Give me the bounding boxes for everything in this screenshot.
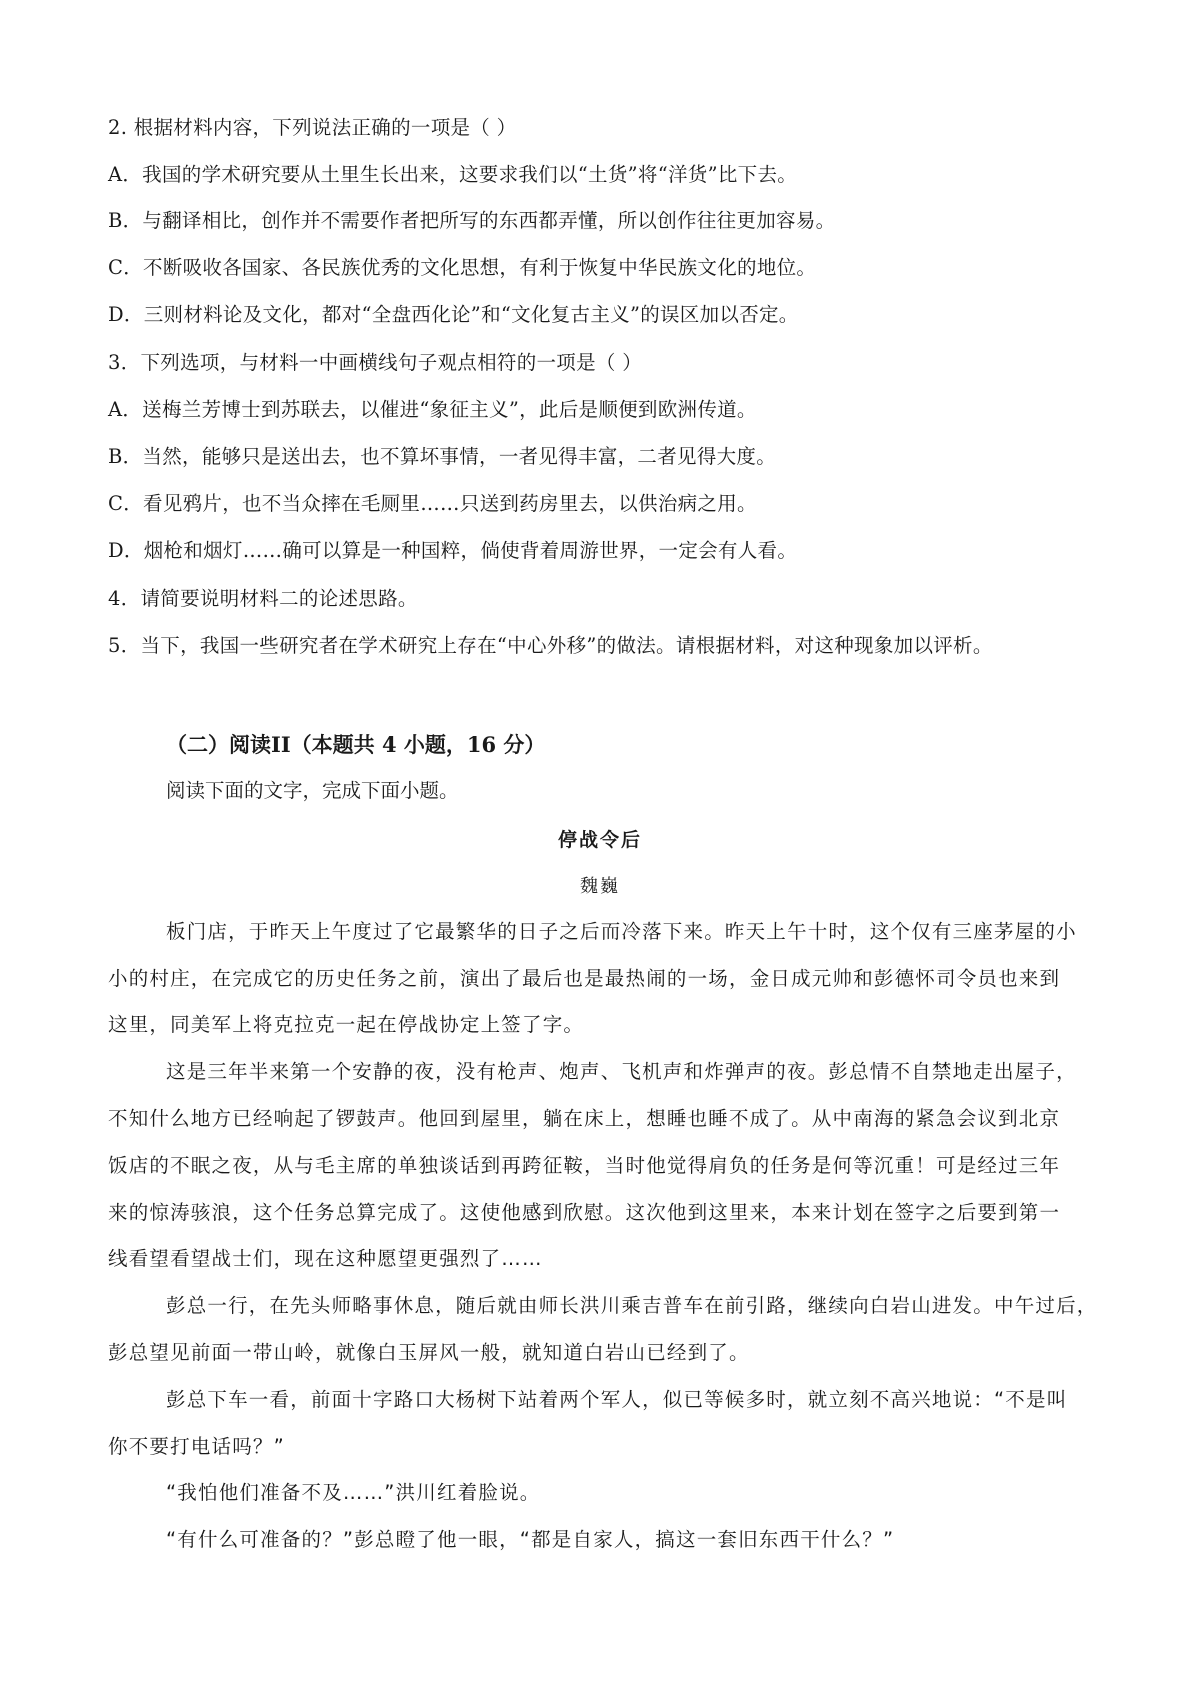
article-line: 板门店，于昨天上午度过了它最繁华的日子之后而冷落下来。昨天上午十时，这个仅有三座茅屋的小 <box>166 920 1077 943</box>
question-2-option-d: D．三则材料论及文化，都对“全盘西化论”和“文化复古主义”的误区加以否定。 <box>108 303 799 326</box>
question-4: 4．请简要说明材料二的论述思路。 <box>108 587 418 610</box>
section-heading: （二）阅读II（本题共 4 小题，16 分） <box>166 732 546 757</box>
question-5: 5．当下，我国一些研究者在学术研究上存在“中心外移”的做法。请根据材料，对这种现象加以评析。 <box>108 634 993 657</box>
article-line: 小的村庄，在完成它的历史任务之前，演出了最后也是最热闹的一场，金日成元帅和彭德怀司令员也来到 <box>108 967 1061 990</box>
article-line: 线看望看望战士们，现在这种愿望更强烈了…… <box>108 1247 543 1270</box>
section-instruction: 阅读下面的文字，完成下面小题。 <box>166 779 459 802</box>
article-line: 饭店的不眠之夜，从与毛主席的单独谈话到再跨征鞍，当时他觉得肩负的任务是何等沉重！可是经过三年 <box>108 1154 1061 1177</box>
question-3-option-b: B．当然，能够只是送出去，也不算坏事情，一者见得丰富，二者见得大度。 <box>108 445 777 468</box>
article-author: 魏巍 <box>580 876 620 897</box>
article-line: 不知什么地方已经响起了锣鼓声。他回到屋里，躺在床上，想睡也睡不成了。从中南海的紧急会议到北京 <box>108 1107 1061 1130</box>
article-line: “我怕他们准备不及……”洪川红着脸说。 <box>166 1481 541 1504</box>
question-2-option-c: C．不断吸收各国家、各民族优秀的文化思想，有利于恢复中华民族文化的地位。 <box>108 256 817 279</box>
question-2-option-b: B．与翻译相比，创作并不需要作者把所写的东西都弄懂，所以创作往往更加容易。 <box>108 209 836 232</box>
article-line: 你不要打电话吗？” <box>108 1435 285 1458</box>
article-line: 这是三年半来第一个安静的夜，没有枪声、炮声、飞机声和炸弹声的夜。彭总情不自禁地走出屋子， <box>166 1060 1077 1083</box>
article-line: “有什么可准备的？”彭总瞪了他一眼，“都是自家人，搞这一套旧东西干什么？” <box>166 1528 895 1551</box>
question-2-stem: 2. 根据材料内容，下列说法正确的一项是（ ） <box>108 116 517 139</box>
article-title: 停战令后 <box>557 829 642 851</box>
question-2-option-a: A．我国的学术研究要从土里生长出来，这要求我们以“土货”将“洋货”比下去。 <box>108 163 798 186</box>
question-3-stem: 3．下列选项，与材料一中画横线句子观点相符的一项是（ ） <box>108 351 643 374</box>
question-3-option-d: D．烟枪和烟灯……确可以算是一种国粹，倘使背着周游世界，一定会有人看。 <box>108 539 798 562</box>
article-line: 彭总望见前面一带山岭，就像白玉屏风一般，就知道白岩山已经到了。 <box>108 1341 750 1364</box>
article-line: 彭总下车一看，前面十字路口大杨树下站着两个军人，似已等候多时，就立刻不高兴地说：“不是叫 <box>166 1388 1068 1411</box>
article-line: 彭总一行，在先头师略事休息，随后就由师长洪川乘吉普车在前引路，继续向白岩山进发。中午过后， <box>166 1294 1098 1317</box>
article-line: 来的惊涛骇浪，这个任务总算完成了。这使他感到欣慰。这次他到这里来，本来计划在签字之后要到第一 <box>108 1201 1061 1224</box>
question-3-option-c: C．看见鸦片，也不当众摔在毛厕里……只送到药房里去，以供治病之用。 <box>108 492 757 515</box>
article-line: 这里，同美军上将克拉克一起在停战协定上签了字。 <box>108 1013 585 1036</box>
question-3-option-a: A．送梅兰芳博士到苏联去，以催进“象征主义”，此后是顺便到欧洲传道。 <box>108 398 757 421</box>
